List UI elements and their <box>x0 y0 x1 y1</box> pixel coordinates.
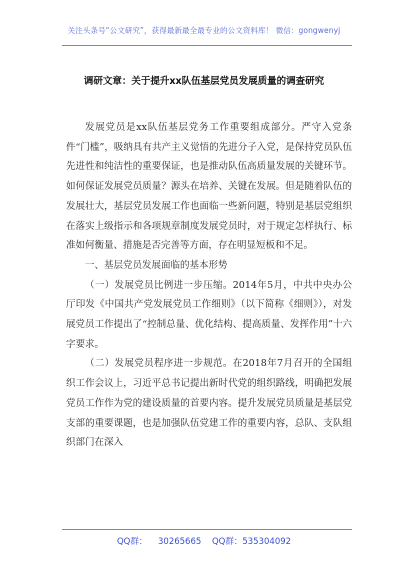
header-divider <box>62 45 352 46</box>
body-paragraph: （二）发展党员程序进一步规范。在2018年7月召开的全国组织工作会议上，习近平总书记提出新时代党的组织路线，明确把发展党员工作作为党的建设质量的首要内容。提升发展党员质量是基层党支部的重要课题，也是加强队伍党建工作的重要内容，总队、支队组织部门在深入 <box>66 358 352 449</box>
body-paragraph: （一）发展党员比例进一步压缩。2014年5月，中共中央办公厅印发《中国共产党发展党员工作细则》（以下简称《细则》），对发展党员工作提出了“控制总量、优化结构、提高质量、发挥作用”十六字要求。 <box>66 279 352 350</box>
footer-divider <box>62 529 352 530</box>
document-body <box>66 118 352 453</box>
header-promo-note: 关注头条号“公文研究”，获得最新最全最专业的公文资料库！ 微信：gongwenyj <box>67 26 341 35</box>
document-title: 调研文章：关于提升xx队伍基层党员发展质量的调查研究 <box>83 76 325 87</box>
intro-paragraph: 发展党员是xx队伍基层党务工作重要组成部分。严守入党条件“门槛”，吸纳具有共产主义觉悟的先进分子入党，是保持党员队伍先进性和纯洁性的重要保证，也是推动队伍高质量发展的关键环节。如何保证发展党员质量？源头在培养、关键在发展。但是随着队伍的发展壮大，基层党员发展工作也面临一些新问题，特别是基层党组织在落实上级指示和各项规章制度发展党员时，对于规定怎样执行、标准如何衡量、措施是否完善等方面，存在明显短板和不足。 <box>66 122 352 252</box>
section-heading: 一、基层党员发展面临的基本形势 <box>85 259 228 271</box>
footer-qq-groups: QQ群： 30265665 QQ群：535304092 <box>116 537 292 547</box>
